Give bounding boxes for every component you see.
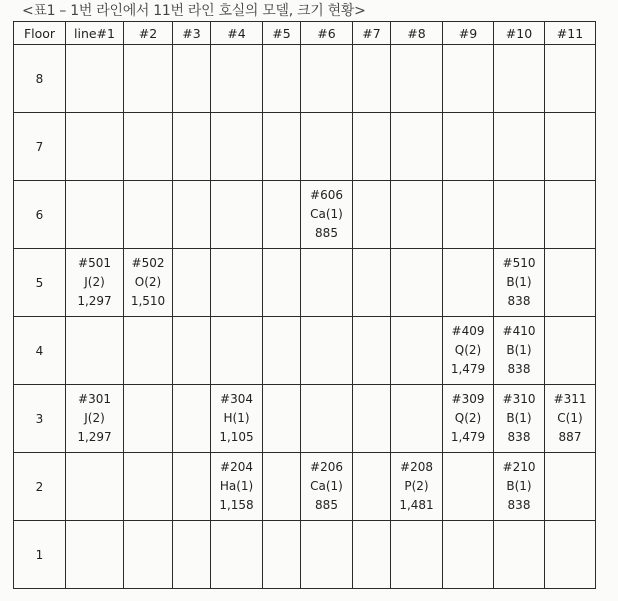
empty-cell bbox=[545, 45, 596, 113]
unit-unit: #208 bbox=[400, 460, 433, 474]
floor-number: 8 bbox=[14, 45, 66, 113]
empty-cell bbox=[494, 181, 545, 249]
empty-cell bbox=[301, 521, 353, 589]
empty-cell bbox=[124, 453, 173, 521]
unit-size: 885 bbox=[315, 498, 338, 512]
empty-cell bbox=[173, 113, 211, 181]
empty-cell bbox=[391, 181, 443, 249]
floor-number: 2 bbox=[14, 453, 66, 521]
unit-unit: #409 bbox=[451, 324, 485, 338]
unit-unit: #501 bbox=[78, 256, 111, 270]
unit-cell bbox=[211, 453, 263, 521]
empty-cell bbox=[391, 317, 443, 385]
empty-cell bbox=[353, 249, 391, 317]
unit-model: B(1) bbox=[506, 275, 532, 289]
unit-size: 1,510 bbox=[130, 294, 166, 308]
unit-cell bbox=[66, 249, 124, 317]
column-header-floor: Floor bbox=[14, 22, 66, 45]
empty-cell bbox=[124, 385, 173, 453]
unit-unit: #606 bbox=[310, 188, 343, 202]
unit-cell bbox=[443, 317, 494, 385]
empty-cell bbox=[301, 249, 353, 317]
unit-cell bbox=[494, 249, 545, 317]
table-row bbox=[14, 113, 596, 181]
unit-size: 1,105 bbox=[219, 430, 254, 444]
unit-model: B(1) bbox=[506, 411, 532, 425]
empty-cell bbox=[173, 317, 211, 385]
unit-size: 887 bbox=[558, 430, 582, 444]
table-row bbox=[14, 249, 596, 317]
table-row bbox=[14, 521, 596, 589]
table-row bbox=[14, 45, 596, 113]
unit-size: 838 bbox=[507, 498, 531, 512]
empty-cell bbox=[545, 113, 596, 181]
unit-cell bbox=[494, 317, 545, 385]
unit-cell bbox=[391, 453, 443, 521]
unit-size: 838 bbox=[507, 294, 531, 308]
table-row bbox=[14, 453, 596, 521]
empty-cell bbox=[211, 45, 263, 113]
empty-cell bbox=[545, 521, 596, 589]
unit-size: 1,297 bbox=[77, 430, 112, 444]
empty-cell bbox=[443, 113, 494, 181]
empty-cell bbox=[124, 521, 173, 589]
empty-cell bbox=[545, 317, 596, 385]
header-row bbox=[14, 22, 596, 45]
unit-unit: #301 bbox=[78, 392, 111, 406]
empty-cell bbox=[263, 453, 301, 521]
table-row bbox=[14, 317, 596, 385]
empty-cell bbox=[391, 113, 443, 181]
empty-cell bbox=[66, 521, 124, 589]
unit-cell bbox=[494, 453, 545, 521]
unit-cell bbox=[301, 453, 353, 521]
floor-number: 3 bbox=[14, 385, 66, 453]
empty-cell bbox=[353, 453, 391, 521]
empty-cell bbox=[173, 249, 211, 317]
unit-size: 838 bbox=[507, 362, 531, 376]
unit-model-size-table bbox=[13, 21, 596, 589]
empty-cell bbox=[263, 317, 301, 385]
floor-number: 1 bbox=[14, 521, 66, 589]
unit-unit: #502 bbox=[131, 256, 165, 270]
empty-cell bbox=[173, 521, 211, 589]
unit-model: B(1) bbox=[506, 343, 532, 357]
empty-cell bbox=[124, 113, 173, 181]
empty-cell bbox=[124, 45, 173, 113]
unit-model: Ca(1) bbox=[310, 207, 343, 221]
unit-unit: #310 bbox=[502, 392, 536, 406]
table-body bbox=[14, 45, 596, 589]
empty-cell bbox=[443, 453, 494, 521]
unit-model: P(2) bbox=[404, 479, 429, 493]
empty-cell bbox=[66, 113, 124, 181]
empty-cell bbox=[211, 113, 263, 181]
unit-cell bbox=[301, 181, 353, 249]
table-row bbox=[14, 385, 596, 453]
empty-cell bbox=[353, 45, 391, 113]
empty-cell bbox=[66, 317, 124, 385]
empty-cell bbox=[301, 45, 353, 113]
column-header-line-1: line#1 bbox=[66, 22, 124, 45]
empty-cell bbox=[173, 45, 211, 113]
unit-model: J(2) bbox=[84, 411, 105, 425]
unit-size: 1,481 bbox=[399, 498, 434, 512]
empty-cell bbox=[263, 45, 301, 113]
unit-unit: #210 bbox=[502, 460, 536, 474]
empty-cell bbox=[391, 385, 443, 453]
empty-cell bbox=[494, 521, 545, 589]
empty-cell bbox=[494, 45, 545, 113]
empty-cell bbox=[353, 385, 391, 453]
empty-cell bbox=[263, 521, 301, 589]
empty-cell bbox=[66, 453, 124, 521]
unit-model: C(1) bbox=[557, 411, 583, 425]
unit-size: 1,297 bbox=[77, 294, 112, 308]
empty-cell bbox=[353, 521, 391, 589]
unit-unit: #410 bbox=[502, 324, 536, 338]
unit-model: Q(2) bbox=[454, 411, 482, 425]
empty-cell bbox=[545, 249, 596, 317]
unit-model: J(2) bbox=[84, 275, 105, 289]
unit-model: Ca(1) bbox=[310, 479, 343, 493]
empty-cell bbox=[353, 317, 391, 385]
empty-cell bbox=[66, 181, 124, 249]
unit-model: Ha(1) bbox=[219, 479, 254, 493]
empty-cell bbox=[443, 45, 494, 113]
column-header-line-10: #10 bbox=[494, 22, 545, 45]
empty-cell bbox=[353, 113, 391, 181]
empty-cell bbox=[211, 181, 263, 249]
empty-cell bbox=[66, 45, 124, 113]
floor-number: 6 bbox=[14, 181, 66, 249]
empty-cell bbox=[545, 453, 596, 521]
unit-unit: #510 bbox=[502, 256, 536, 270]
empty-cell bbox=[301, 113, 353, 181]
column-header-line-5: #5 bbox=[263, 22, 301, 45]
unit-unit: #204 bbox=[220, 460, 253, 474]
empty-cell bbox=[545, 181, 596, 249]
unit-size: 1,479 bbox=[450, 430, 486, 444]
unit-size: 838 bbox=[507, 430, 531, 444]
unit-cell bbox=[494, 385, 545, 453]
empty-cell bbox=[211, 317, 263, 385]
column-header-line-2: #2 bbox=[124, 22, 173, 45]
floor-number: 4 bbox=[14, 317, 66, 385]
empty-cell bbox=[263, 113, 301, 181]
floor-number: 5 bbox=[14, 249, 66, 317]
column-header-line-11: #11 bbox=[545, 22, 596, 45]
unit-unit: #311 bbox=[553, 392, 587, 406]
column-header-line-7: #7 bbox=[353, 22, 391, 45]
table-caption: <표1 – 1번 라인에서 11번 라인 호실의 모델, 크기 현황> bbox=[22, 3, 366, 19]
empty-cell bbox=[263, 385, 301, 453]
unit-unit: #206 bbox=[310, 460, 343, 474]
empty-cell bbox=[211, 249, 263, 317]
empty-cell bbox=[353, 181, 391, 249]
empty-cell bbox=[173, 453, 211, 521]
unit-unit: #309 bbox=[451, 392, 485, 406]
unit-size: 1,479 bbox=[450, 362, 486, 376]
unit-cell bbox=[211, 385, 263, 453]
unit-model: H(1) bbox=[223, 411, 250, 425]
unit-model: B(1) bbox=[506, 479, 532, 493]
column-header-line-4: #4 bbox=[211, 22, 263, 45]
unit-model: Q(2) bbox=[454, 343, 482, 357]
empty-cell bbox=[494, 113, 545, 181]
empty-cell bbox=[301, 385, 353, 453]
empty-cell bbox=[124, 181, 173, 249]
column-header-line-9: #9 bbox=[443, 22, 494, 45]
unit-cell bbox=[66, 385, 124, 453]
unit-size: 1,158 bbox=[219, 498, 254, 512]
unit-model: O(2) bbox=[134, 275, 162, 289]
column-header-line-8: #8 bbox=[391, 22, 443, 45]
empty-cell bbox=[443, 249, 494, 317]
empty-cell bbox=[263, 249, 301, 317]
empty-cell bbox=[391, 521, 443, 589]
empty-cell bbox=[443, 181, 494, 249]
empty-cell bbox=[173, 181, 211, 249]
floor-number: 7 bbox=[14, 113, 66, 181]
empty-cell bbox=[124, 317, 173, 385]
empty-cell bbox=[391, 45, 443, 113]
column-header-line-6: #6 bbox=[301, 22, 353, 45]
empty-cell bbox=[211, 521, 263, 589]
empty-cell bbox=[443, 521, 494, 589]
empty-cell bbox=[391, 249, 443, 317]
column-header-line-3: #3 bbox=[173, 22, 211, 45]
table-row bbox=[14, 181, 596, 249]
unit-cell bbox=[443, 385, 494, 453]
empty-cell bbox=[263, 181, 301, 249]
empty-cell bbox=[173, 385, 211, 453]
unit-cell bbox=[124, 249, 173, 317]
unit-unit: #304 bbox=[220, 392, 253, 406]
unit-size: 885 bbox=[315, 226, 338, 240]
unit-cell bbox=[545, 385, 596, 453]
empty-cell bbox=[301, 317, 353, 385]
